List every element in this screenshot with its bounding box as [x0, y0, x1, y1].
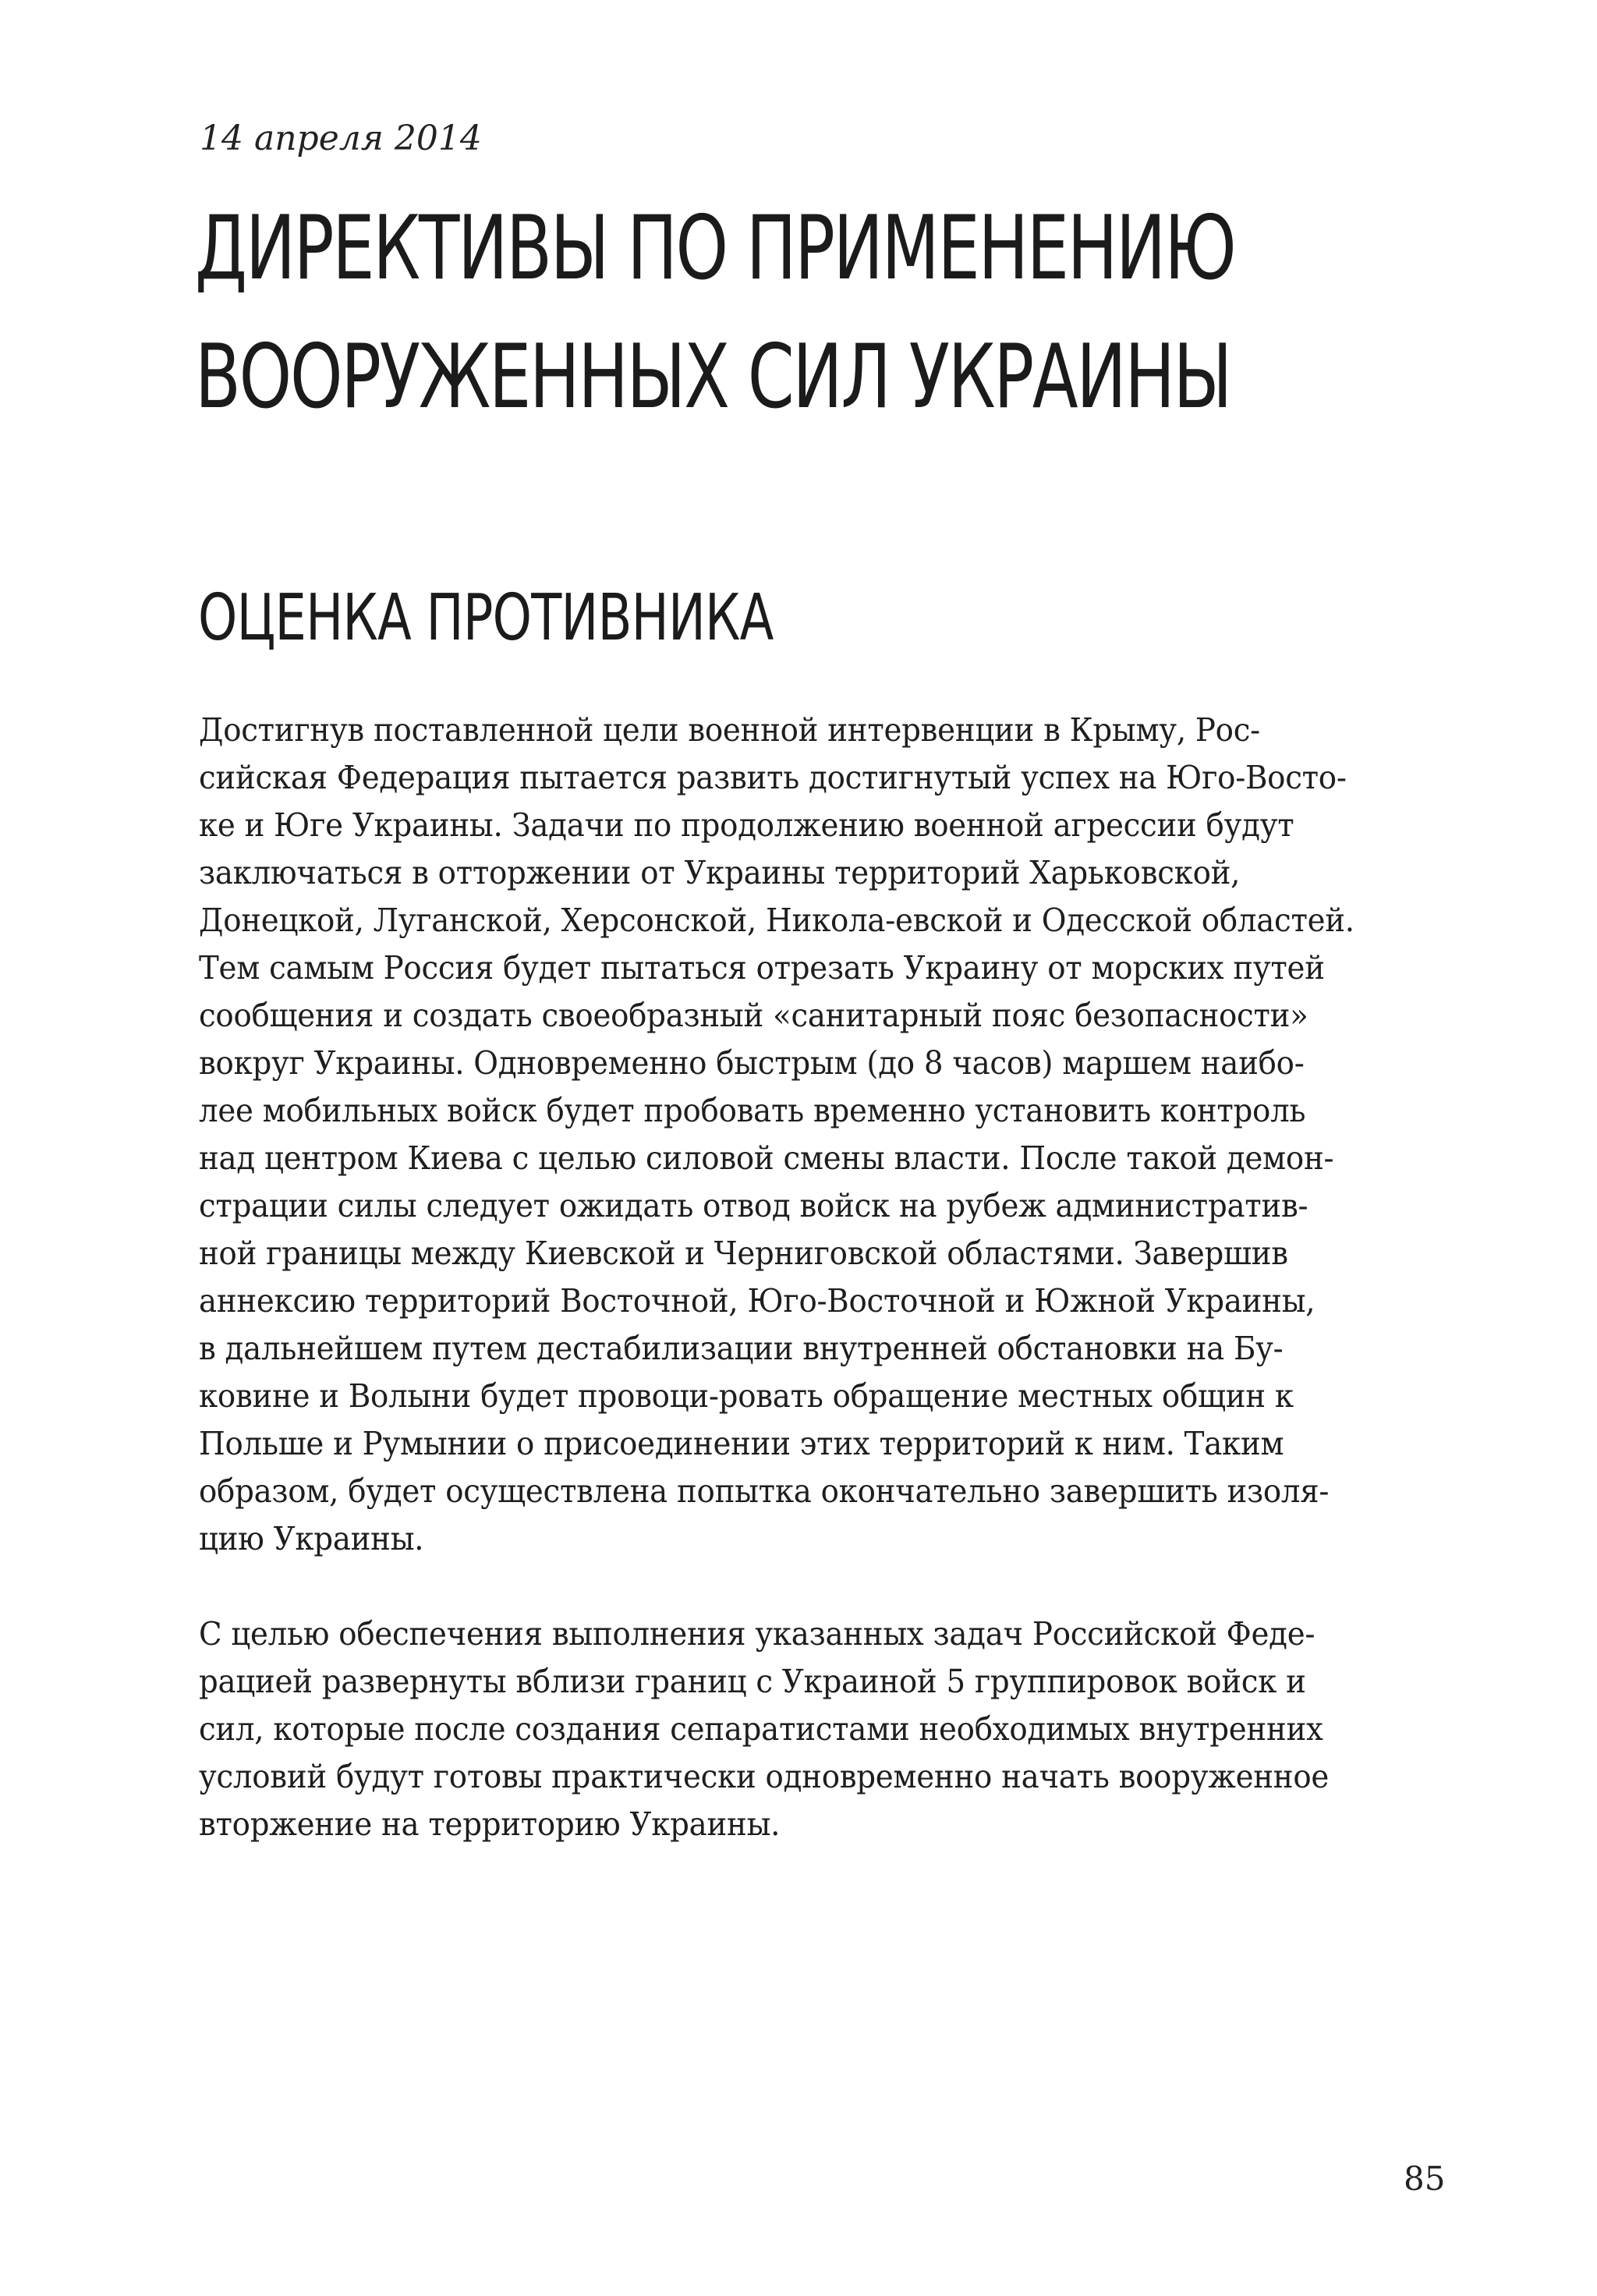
text-line: сил, которые после создания сепаратистами необходимых внутренних [199, 1710, 1323, 1748]
title-line: ВООРУЖЕННЫХ СИЛ УКРАИНЫ [195, 325, 1231, 428]
text-line: условий будут готовы практически одновременно начать вооруженное [199, 1758, 1330, 1795]
text-line: лее мобильных войск будет пробовать временно установить контроль [199, 1092, 1306, 1129]
text-line: аннексию территорий Восточной, Юго-Восточной и Южной Украины, [199, 1282, 1315, 1320]
text-line: вторжение на территорию Украины. [199, 1805, 781, 1843]
text-line: Польше и Румынии о присоединении этих территорий к ним. Таким [199, 1425, 1284, 1462]
text-line: в дальнейшем путем дестабилизации внутренней обстановки на Бу- [199, 1330, 1284, 1367]
body-text [199, 707, 1478, 1896]
paragraph [199, 1610, 1478, 1848]
page-number: 85 [1404, 2160, 1446, 2198]
text-line: Тем самым Россия будет пытаться отрезать Украину от морских путей [199, 949, 1325, 987]
text-line: сообщения и создать своеобразный «санитарный пояс безопасности» [199, 997, 1308, 1034]
text-line: Достигнув поставленной цели военной интервенции в Крыму, Рос- [199, 711, 1260, 749]
text-line: Донецкой, Луганской, Херсонской, Никола-евской и Одесской областей. [199, 902, 1354, 939]
paragraph [199, 707, 1478, 1563]
text-line: рацией развернуты вблизи границ с Украиной 5 группировок войск и [199, 1663, 1306, 1700]
document-title [195, 184, 1235, 441]
text-line: вокруг Украины. Одновременно быстрым (до 8 часов) маршем наибо- [199, 1044, 1305, 1082]
text-line: ковине и Волыни будет провоци-ровать обращение местных общин к [199, 1377, 1294, 1415]
title-line: ДИРЕКТИВЫ ПО ПРИМЕНЕНИЮ [195, 197, 1235, 299]
text-line: С целью обеспечения выполнения указанных задач Российской Феде- [199, 1615, 1315, 1653]
text-line: образом, будет осуществлена попытка окончательно завершить изоля- [199, 1472, 1330, 1510]
text-line: цию Украины. [199, 1520, 424, 1557]
document-date: 14 апреля 2014 [200, 119, 482, 158]
text-line: страции силы следует ожидать отвод войск на рубеж административ- [199, 1187, 1308, 1224]
text-line: сийская Федерация пытается развить достигнутый успех на Юго-Восто- [199, 759, 1347, 796]
text-line: ной границы между Киевской и Черниговской областями. Завершив [199, 1235, 1288, 1272]
text-line: над центром Киева с целью силовой смены власти. После такой демон- [199, 1139, 1334, 1177]
section-heading: ОЦЕНКА ПРОТИВНИКА [198, 581, 774, 655]
text-line: ке и Юге Украины. Задачи по продолжению военной агрессии будут [199, 806, 1294, 844]
text-line: заключаться в отторжении от Украины территорий Харьковской, [199, 854, 1241, 891]
